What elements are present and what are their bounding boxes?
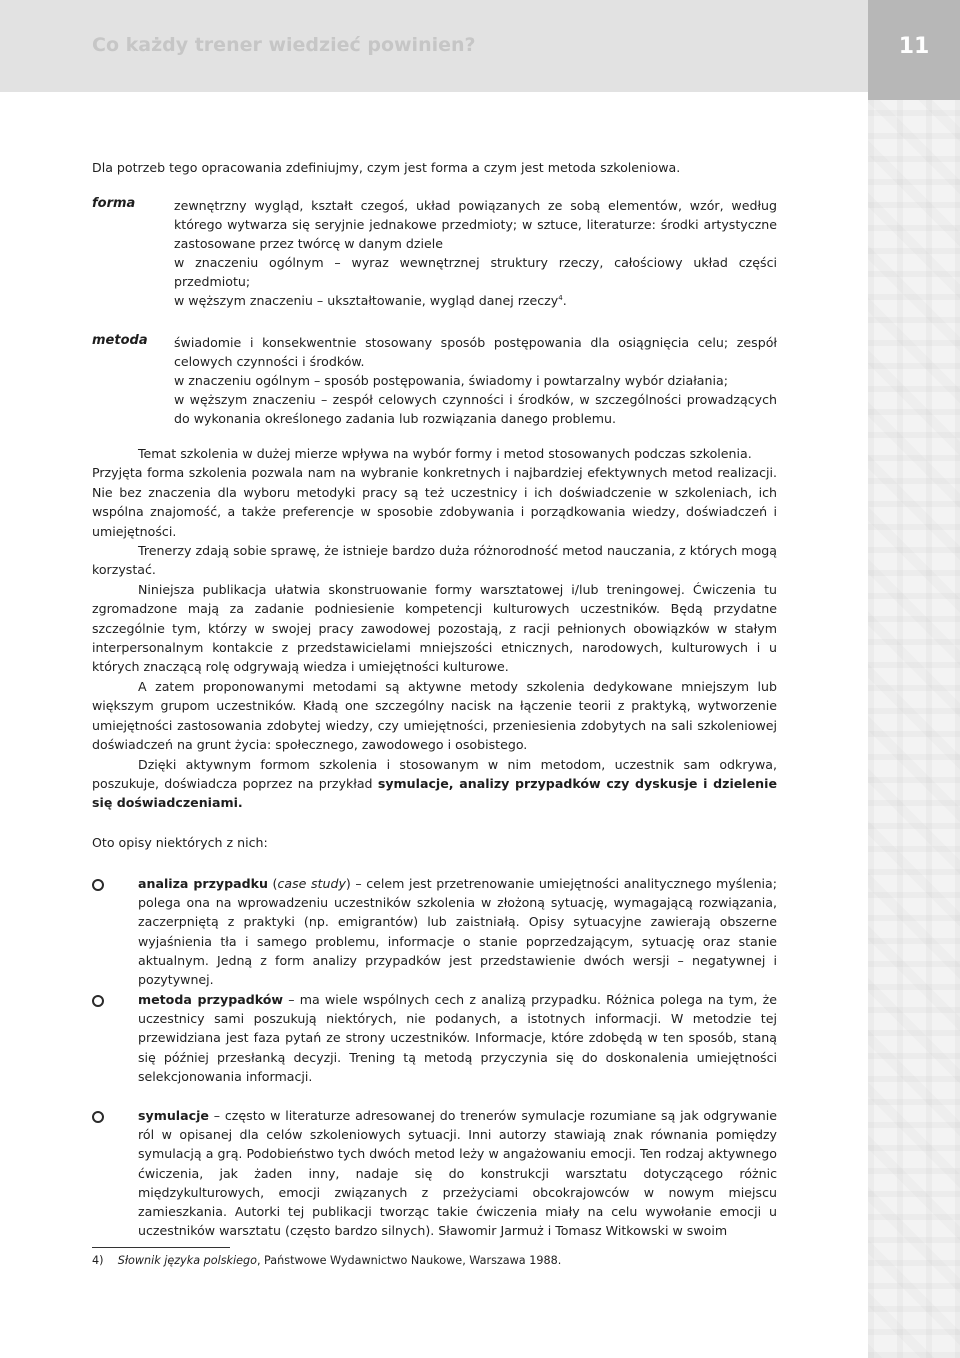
paragraph: Temat szkolenia w dużej mierze wpływa na wybór formy i metod stosowanych podczas szkolenia. <box>138 446 752 461</box>
list-item-text <box>138 990 777 1086</box>
list-lead: Oto opisy niektórych z nich: <box>92 835 268 850</box>
bullet-circle-icon <box>92 879 104 891</box>
definition-line: zewnętrzny wygląd, kształt czegoś, układ powiązanych ze sobą elementów, wzór, według którego wytwarza się seryjnie jednakowe przedmioty; w sztuce, literaturze: środki artystyczne zastosowane przez twórcę w danym dziele <box>174 198 777 251</box>
definition-metoda <box>174 333 777 428</box>
paragraph: Trenerzy zdają sobie sprawę, że istnieje bardzo duża różnorodność metod nauczania, z których mogą korzystać. <box>92 543 777 578</box>
list-item-term: symulacje <box>138 1108 209 1123</box>
footnote-title: Słownik języka polskiego <box>117 1254 257 1267</box>
page-number-box <box>868 0 960 100</box>
definition-line: w znaczeniu ogólnym – sposób postępowania, świadomy i powtarzalny wybór działania; <box>174 373 728 388</box>
list-item-text-part: ) – celem jest przetrenowanie umiejętności analitycznego myślenia; polega ona na wprowadzeniu uczestników szkolenia w złożoną sytuację, wymagającą rozwiązania, zaczerpniętą z praktyki (np. emigrantów) lub zaistniałą. Opisy sytuacyjne zawierają obszerne wyjaśnienia tła i samego problemu, informacje o stanie poprzedzającym, sytuację oraz stanie aktualnym. Jedną z form analizy przypadków jest przedstawienie dwóch wersji – negatywnej i pozytywnej. <box>138 876 778 988</box>
paragraph: Niniejsza publikacja ułatwia skonstruowanie formy warsztatowej i/lub treningowej. Ćwiczenia tu zgromadzone mają za zadanie podniesienie kompetencji kulturowych uczestników. Będą przydatne szczególnie tym, którzy w swojej pracy zawodowej pozostają, z racji pełnionych obowiązków w stałym interpersonalnym kontakcie z przedstawicielami mniejszości etnicznych, narodowych, kulturowych i u których znaczącą rolę odgrywają wiedza i umiejętności kulturowe. <box>92 581 777 675</box>
definition-line: w węższym znaczeniu – ukształtowanie, wygląd danej rzeczy$^4$. <box>174 293 567 308</box>
list-item-term: metoda przypadków <box>138 992 284 1007</box>
body-text <box>92 444 777 813</box>
running-title: Co każdy trener wiedzieć powinien? <box>92 34 476 56</box>
definition-forma <box>174 196 777 310</box>
bullet-circle-icon <box>92 1111 104 1123</box>
footnote <box>92 1254 561 1267</box>
paragraph: A zatem proponowanymi metodami są aktywne metody szkolenia dedykowane mniejszym lub większym grupom uczestników. Kładą one szczególny nacisk na łączenie teorii z praktyką, wytworzenie umiejętności zastosowania zdobytej wiedzy, czy umiejętności, przeniesienia zdobytych na sali szkoleniowej doświadczeń na grunt życia: społecznego, zawodowego i osobistego. <box>92 678 777 753</box>
definition-line-text: w węższym znaczeniu – ukształtowanie, wygląd danej rzeczy <box>174 293 559 308</box>
decorative-side-strip <box>868 100 960 1358</box>
intro-text: Dla potrzeb tego opracowania zdefiniujmy, czym jest forma a czym jest metoda szkoleniowa. <box>92 160 681 175</box>
list-item-text <box>138 1106 777 1240</box>
list-item-text-part: – często w literaturze adresowanej do trenerów symulacje rozumiane są jak odgrywanie ról w opisanej dla celów szkoleniowych sytuacji. Inni autorzy stawiają znak równania pomiędzy symulacją a grą. Podobieństwo tych dwóch metod leży w angażowaniu emocji. Ten rodzaj aktywnego ćwiczenia, jak żaden inny, nadaje się do konstrukcji warsztatu dotyczącego różnic międzykulturowych, emocji związanych z przeżyciami obcokrajowców w nowym miejscu zamieszkania. Autorki tej publikacji tworząc takie ćwiczenia miały na celu wywołanie emocji u uczestników warsztatu (często bardzo silnych). Sławomir Jarmuż i Tomasz Witkowski w swoim <box>138 1108 777 1239</box>
page-number: 11 <box>898 34 930 59</box>
list-item-term: analiza przypadku <box>138 876 268 891</box>
footnote-divider <box>92 1247 230 1248</box>
term-metoda: metoda <box>92 333 148 348</box>
bullet-circle-icon <box>92 995 104 1007</box>
list-item-text-part: – ma wiele wspólnych cech z analizą przypadku. Różnica polega na tym, że uczestnicy sami poszukują niektórych, nie podanych, a istotnych informacji. W metodzie tej przewidziana jest faza pytań ze strony uczestników. Informacje, które zdobędą w ten sposób, staną się później przesłanką decyzji. Trening tą metodą przyczynia się do doskonalenia umiejętności selekcjonowania informacji. <box>138 992 777 1084</box>
term-forma: forma <box>92 196 136 211</box>
footnote-number: 4) <box>92 1254 104 1267</box>
paragraph-bold-text: symulacje, analizy przypadków czy dyskusje i dzielenie się doświadczeniami. <box>92 775 777 811</box>
paragraph: Przyjęta forma szkolenia pozwala nam na wybranie konkretnych i najbardziej efektywnych metod realizacji. Nie bez znaczenia dla wyboru metodyki pracy są też uczestnicy i ich doświadczenie w szkoleniach, ich wspólna znajomość, a także preferencje w sposobie zdobywania i porządkowania wiedzy, doświadczeń i umiejętności. <box>92 465 777 539</box>
paragraph-with-bold <box>92 755 777 813</box>
definition-line: świadomie i konsekwentnie stosowany sposób postępowania dla osiągnięcia celu; zespół celowych czynności i środków. <box>174 335 777 369</box>
footnote-ref: 4 <box>558 293 563 302</box>
list-item-text-part: ( <box>268 876 278 891</box>
list-item-text <box>138 874 777 989</box>
footnote-rest: , Państwowe Wydawnictwo Naukowe, Warszawa 1988. <box>256 1254 562 1267</box>
definition-line: w znaczeniu ogólnym – wyraz wewnętrznej struktury rzeczy, całościowy układ części przedmiotu; <box>174 255 777 289</box>
header-band <box>0 0 868 92</box>
paragraph-text: Dzięki aktywnym formom szkolenia i stosowanym w nim metodom, uczestnik sam odkrywa, poszukuje, doświadcza poprzez na przykład <box>92 756 777 791</box>
list-item-italic: case study <box>277 876 346 891</box>
definition-line: w węższym znaczeniu – zespół celowych czynności i środków, w szczególności prowadzących do wykonania określonego zadania lub rozwiązania danego problemu. <box>174 392 777 426</box>
